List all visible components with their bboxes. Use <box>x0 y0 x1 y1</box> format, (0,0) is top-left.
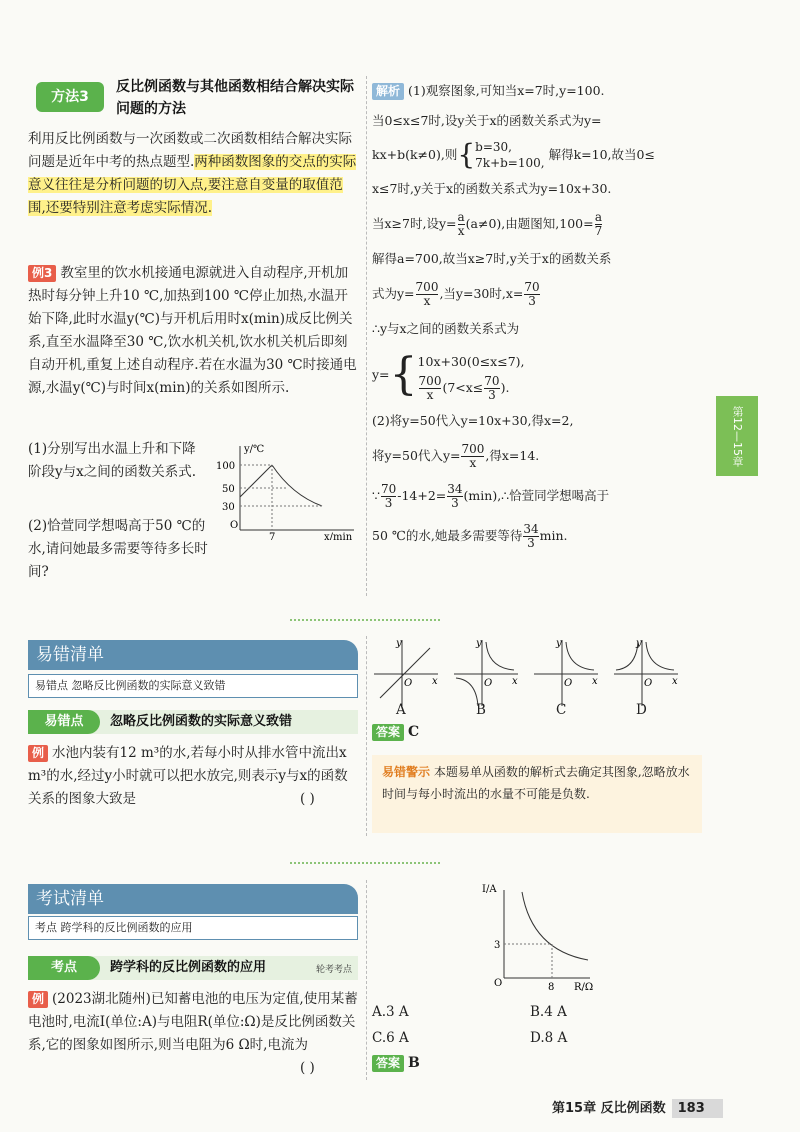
exam-answer-tag: 答案 <box>372 1055 404 1072</box>
frac-a-over-7 <box>595 211 603 238</box>
piecewise-cases <box>418 349 525 402</box>
method-header <box>28 76 358 120</box>
system-eq1: b=30, <box>475 140 512 154</box>
exam-bar-title: 跨学科的反比例函数的应用 <box>110 960 267 975</box>
frac-den: 3 <box>528 293 536 308</box>
dotted-separator <box>290 619 440 621</box>
frac-34-over-3 <box>447 483 462 510</box>
inverse-curve <box>522 892 588 960</box>
exam-paren: ( ) <box>300 1060 315 1076</box>
solution-l3a: kx+b(k≠0),则 <box>372 147 458 162</box>
solution <box>372 76 707 556</box>
frac-a-over-x <box>458 211 465 238</box>
solution-l10 <box>372 436 707 476</box>
example3-body: 教室里的饮水机接通电源就进入自动程序,开机加热时每分钟上升10 ℃,加热到100 ℃停止加热,水温开始下降,此时水温y(℃)与开机后用时x(min)成反比例关系,直至水温降至30 ℃,饮水机关机,饮水机关机后即刻自动开机,重复上述自动程序.若在水温为30 ℃时接通电源,水温y(℃)与时间x(min)的关系如图所示. <box>28 265 357 396</box>
easy-error-paren: ( ) <box>300 791 315 807</box>
easy-error-bar-title: 忽略反比例函数的实际意义致错 <box>110 714 293 729</box>
frac-num: 700 <box>461 441 485 456</box>
easy-error-answer-tag: 答案 <box>372 724 404 741</box>
graph-d <box>614 638 678 706</box>
easy-error-tag: 例 <box>28 745 48 762</box>
frac-den: x <box>426 387 434 402</box>
frac-num: a <box>457 209 465 224</box>
frac-34-over-3 <box>523 523 538 550</box>
piecewise-function <box>372 344 707 406</box>
exam-option-b[interactable]: B.4 A <box>530 1004 567 1020</box>
svg-text:O: O <box>564 678 573 689</box>
piecewise-case2: $\frac{700}{x}$ (7<x≤ $\frac{70}{3}$ ). <box>418 373 510 402</box>
svg-text:O: O <box>644 678 653 689</box>
x-label: x/min <box>324 532 353 540</box>
example3-text <box>28 262 358 400</box>
exam-banner: 考试清单 <box>28 884 358 914</box>
piecewise-brace-icon: { <box>389 349 418 400</box>
page-number: 183 <box>672 1099 723 1118</box>
easy-error-text: 水池内装有12 m³的水,若每小时从排水管中流出x m³的水,经过y小时就可以把水放完,则表示y与x的函数关系的图象大致是 <box>28 745 348 807</box>
frac-700-over-x <box>461 443 484 470</box>
frac-70-over-3 <box>484 375 499 402</box>
column-divider-mid <box>366 636 367 836</box>
solution-l11 <box>372 476 707 516</box>
solution-l5 <box>372 204 707 244</box>
solution-l10a: 将y=50代入y= <box>372 448 461 463</box>
brace-icon: { <box>457 138 476 171</box>
exam-option-a[interactable]: A.3 A <box>372 1004 409 1020</box>
solution-l11c: (min),∴恰萱同学想喝高于 <box>463 488 610 503</box>
solution-l8: ∴y与x之间的函数关系式为 <box>372 321 520 336</box>
solution-l7a: 式为y= <box>372 286 415 301</box>
svg-text:x: x <box>432 676 438 687</box>
solution-l4: x≤7时,y关于x的函数关系式为y=10x+30. <box>372 181 612 196</box>
warning-box <box>372 755 702 833</box>
frac-num: 70 <box>380 481 397 496</box>
solution-l1: (1)观察图象,可知当x=7时,y=100. <box>408 83 605 98</box>
easy-error-sub: 易错点 忽略反比例函数的实际意义致错 <box>28 674 358 698</box>
falling-curve <box>272 465 322 506</box>
solution-l7 <box>372 274 707 314</box>
frac-den: x <box>469 455 477 470</box>
frac-num: a <box>594 209 602 224</box>
solution-l3 <box>372 136 707 174</box>
piecewise-y: y= <box>372 367 390 382</box>
frac-700-over-x <box>419 375 442 402</box>
exam-text: (2023湖北随州)已知蓄电池的电压为定值,使用某蓄电池时,电流I(单位:A)与电阻R(单位:Ω)是反比例函数关系,它的图象如图所示,则当电阻为6 Ω时,电流为 <box>28 991 358 1053</box>
y-tick-50: 50 <box>222 484 235 495</box>
svg-text:y: y <box>476 638 482 649</box>
intro-part1: 利用反比例函数与一次函数或二次函数相结合解决实际问题是近年中考的热点题型. <box>28 131 352 170</box>
warning-body: 本题易单从函数的解析式去确定其图象,忽略放水时间与每小时流出的水量不可能是负数. <box>382 765 690 801</box>
warning-text <box>372 755 702 811</box>
exam-option-d[interactable]: D.8 A <box>530 1030 568 1046</box>
solution-l11a: ∵ <box>372 488 380 503</box>
exam-option-c[interactable]: C.6 A <box>372 1030 409 1046</box>
example3-q2: (2)恰萱同学想喝高于50 ℃的水,请问她最多需要等待多长时间? <box>28 518 208 580</box>
graph-c <box>534 638 598 706</box>
svg-text:y: y <box>396 638 402 649</box>
piecewise-case2-text: (7<x≤ <box>442 380 484 395</box>
solution-l12b: min. <box>539 528 568 543</box>
exam-answer <box>372 1055 420 1072</box>
y-tick-30: 30 <box>222 502 235 513</box>
frac-70-over-3 <box>381 483 396 510</box>
frac-den: x <box>423 293 431 308</box>
system-eq2: 7k+b=100, <box>475 156 545 170</box>
solution-l12 <box>372 516 707 556</box>
frac-num: 70 <box>484 373 500 388</box>
svg-text:x: x <box>512 676 518 687</box>
option-c[interactable]: C <box>556 702 567 718</box>
exam-sub: 考点 跨学科的反比例函数的应用 <box>28 916 358 940</box>
intro-paragraph <box>28 128 358 220</box>
y-label: y/℃ <box>244 444 265 455</box>
exam-question <box>28 988 358 1057</box>
page-footer <box>552 1097 723 1116</box>
method-tag: 方法3 <box>36 82 104 112</box>
frac-num: 34 <box>523 521 539 536</box>
easy-error-answer <box>372 724 419 741</box>
frac-num: 70 <box>524 279 540 294</box>
frac-den: 3 <box>384 495 393 510</box>
solution-l11b: -14+2= <box>397 488 447 503</box>
rising-line <box>240 465 272 497</box>
easy-error-answer-value: C <box>408 724 420 740</box>
exam-x-tick: 8 <box>548 982 555 993</box>
chapter-side-tab[interactable]: 第12—15章 <box>716 396 758 476</box>
option-b[interactable]: B <box>476 702 486 718</box>
equation-system <box>475 139 544 171</box>
exam-answer-value: B <box>408 1055 420 1071</box>
intro-highlight: 两种函数图象的交点的实际意义往往是分析问题的切入点,要注意自变量的取值范围,还要特别注意考虑实际情况. <box>28 154 357 216</box>
origin-label: O <box>230 520 239 531</box>
exam-graph <box>480 880 610 995</box>
example3-graph <box>212 440 362 540</box>
frac-den: x <box>457 223 465 238</box>
solution-l7b: ,当y=30时,x= <box>439 286 524 301</box>
exam-y-label: I/A <box>482 884 497 895</box>
example3-tag: 例3 <box>28 265 56 282</box>
svg-text:x: x <box>672 676 678 687</box>
easy-error-bar <box>28 710 358 734</box>
x-tick-7: 7 <box>269 532 276 540</box>
solution-l3b: 解得k=10,故当0≤ <box>548 147 655 162</box>
frac-700-over-x <box>416 281 439 308</box>
solution-l9: (2)将y=50代入y=10x+30,得x=2, <box>372 413 574 428</box>
option-a[interactable]: A <box>396 702 406 718</box>
dotted-separator-2 <box>290 862 440 864</box>
footer-chapter: 第15章 反比例函数 <box>552 1101 666 1116</box>
frac-den: 3 <box>451 495 459 510</box>
frac-num: 700 <box>415 279 439 294</box>
solution-l5b: (a≠0),由题图知,100= <box>465 216 594 231</box>
exam-y-tick: 3 <box>494 940 501 951</box>
frac-den: 3 <box>488 387 496 402</box>
svg-text:y: y <box>636 638 642 649</box>
exam-origin: O <box>494 978 503 989</box>
frac-num: 700 <box>418 373 442 388</box>
graph-b <box>454 638 518 706</box>
solution-tag: 解析 <box>372 83 404 100</box>
solution-l10b: ,得x=14. <box>485 448 540 463</box>
exam-bar-label: 考点 <box>28 956 100 980</box>
example3-q1: (1)分别写出水温上升和下降阶段y与x之间的函数关系式. <box>28 441 197 480</box>
easy-error-bar-label: 易错点 <box>28 710 100 734</box>
easy-error-banner: 易错清单 <box>28 640 358 670</box>
exam-bar-small: 轮考考点 <box>315 965 352 975</box>
warning-tag: 易错警示 <box>382 765 431 779</box>
svg-text:O: O <box>484 678 493 689</box>
column-divider-top <box>366 76 367 596</box>
frac-70-over-3 <box>524 281 539 308</box>
column-divider-bottom <box>366 880 367 1080</box>
solution-l12a: 50 ℃的水,她最多需要等待 <box>372 528 523 543</box>
piecewise-case1: 10x+30(0≤x≤7), <box>417 353 525 369</box>
svg-text:y: y <box>556 638 562 649</box>
exam-x-label: R/Ω <box>574 982 594 993</box>
option-d[interactable]: D <box>636 702 647 718</box>
frac-den: 7 <box>594 223 603 238</box>
graph-a <box>374 638 438 706</box>
frac-den: 3 <box>527 535 535 550</box>
y-tick-100: 100 <box>216 461 236 472</box>
method-title: 反比例函数与其他函数相结合解决实际问题的方法 <box>116 79 354 117</box>
svg-text:x: x <box>592 676 598 687</box>
solution-l5a: 当x≥7时,设y= <box>372 216 457 231</box>
solution-l6: 解得a=700,故当x≥7时,y关于x的函数关系 <box>372 251 612 266</box>
svg-text:O: O <box>404 678 413 689</box>
exam-tag: 例 <box>28 991 48 1008</box>
frac-num: 34 <box>447 481 463 496</box>
exam-bar <box>28 956 358 980</box>
solution-l2: 当0≤x≤7时,设y关于x的函数关系式为y= <box>372 113 602 128</box>
